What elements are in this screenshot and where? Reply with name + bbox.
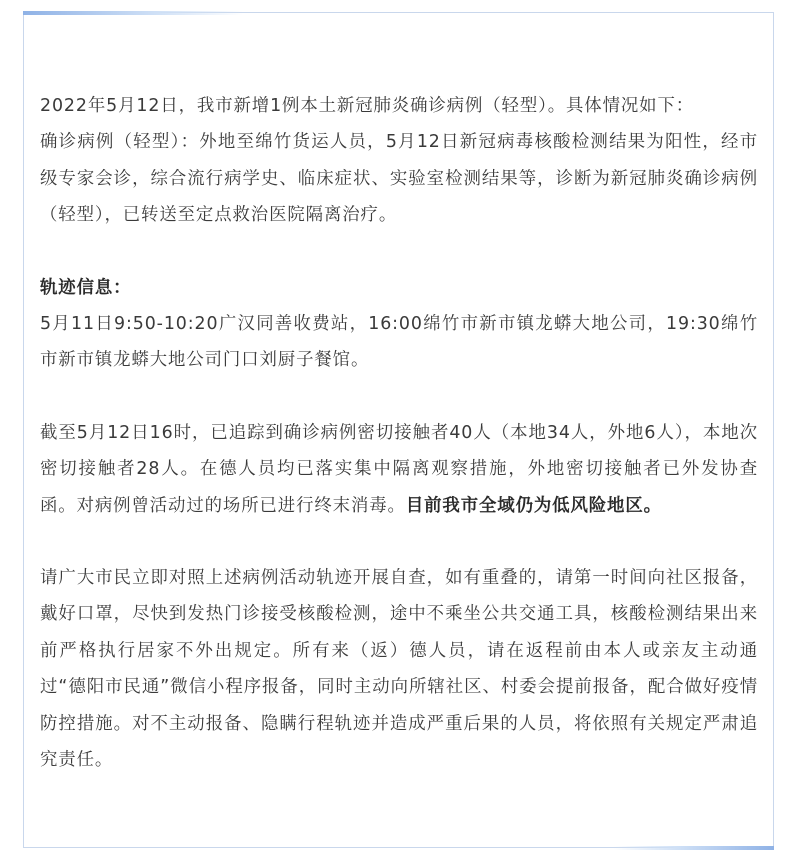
bottom-accent-line <box>614 846 774 850</box>
article-body <box>40 88 758 779</box>
intro-paragraph: 2022年5月12日，我市新增1例本土新冠肺炎确诊病例（轻型）。具体情况如下： <box>40 96 695 116</box>
contacts-paragraph <box>40 415 758 524</box>
paragraph-spacer <box>40 379 758 415</box>
paragraph-spacer <box>40 524 758 560</box>
case-detail-paragraph: 确诊病例（轻型）：外地至绵竹货运人员，5月12日新冠病毒核酸检测结果为阳性，经市级专家会诊，综合流行病学史、临床症状、实验室检测结果等，诊断为新冠肺炎确诊病例（轻型），已转送至定点救治医院隔离治疗。 <box>40 132 758 226</box>
paragraph-spacer <box>40 234 758 270</box>
public-notice-paragraph: 请广大市民立即对照上述病例活动轨迹开展自查，如有重叠的，请第一时间向社区报备，戴好口罩，尽快到发热门诊接受核酸检测，途中不乘坐公共交通工具，核酸检测结果出来前严格执行居家不外出规定。所有来（返）德人员，请在返程前由本人或亲友主动通过“德阳市民通”微信小程序报备，同时主动向所辖社区、村委会提前报备，配合做好疫情防控措施。对不主动报备、隐瞒行程轨迹并造成严重后果的人员，将依照有关规定严肃追究责任。 <box>40 568 758 771</box>
trajectory-heading: 轨迹信息： <box>40 277 132 298</box>
trajectory-paragraph: 5月11日9:50-10:20广汉同善收费站，16:00绵竹市新市镇龙蟒大地公司，19:30绵竹市新市镇龙蟒大地公司门口刘厨子餐馆。 <box>40 314 758 371</box>
top-accent-line <box>23 11 243 15</box>
contacts-text: 截至5月12日16时，已追踪到确诊病例密切接触者40人（本地34人，外地6人），本地次密切接触者28人。在德人员均已落实集中隔离观察措施，外地密切接触者已外发协查函。对病例曾活动过的场所已进行终末消毒。 <box>40 422 758 516</box>
risk-level-text: 目前我市全域仍为低风险地区。 <box>405 495 662 516</box>
